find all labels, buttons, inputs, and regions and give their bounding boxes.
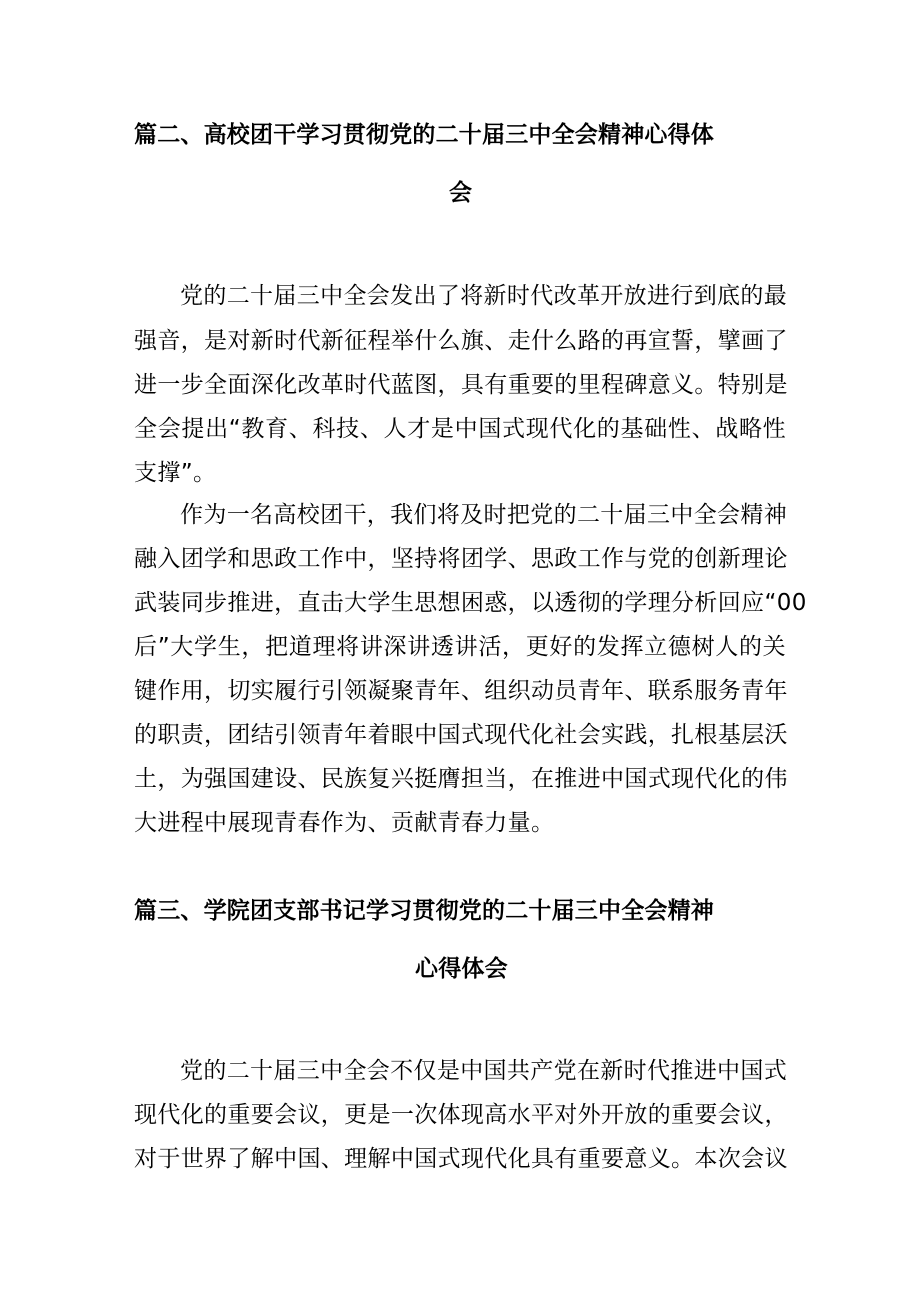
paragraph-line: 后”大学生，把道理将讲深讲透讲活，更好的发挥立德树人的关 xyxy=(134,634,786,660)
section2-title-line1: 篇二、高校团干学习贯彻党的二十届三中全会精神心得体 xyxy=(134,122,714,148)
paragraph-line: 土，为强国建设、民族复兴挺膺担当，在推进中国式现代化的伟 xyxy=(134,766,788,792)
paragraph-line: 现代化的重要会议，更是一次体现高水平对外开放的重要会议， xyxy=(134,1102,788,1128)
paragraph-line: 武装同步推进，直击大学生思想困惑，以透彻的学理分析回应“00 xyxy=(134,590,807,616)
paragraph-line: 强音，是对新时代新征程举什么旗、走什么路的再宣誓，擘画了 xyxy=(134,328,788,354)
section2-title-line2: 会 xyxy=(449,180,473,206)
paragraph-line: 大进程中展现青春作为、贡献青春力量。 xyxy=(134,810,555,836)
paragraph-line: 的职责，团结引领青年着眼中国式现代化社会实践，扎根基层沃 xyxy=(134,722,788,748)
paragraph-line: 融入团学和思政工作中，坚持将团学、思政工作与党的创新理论 xyxy=(134,546,788,572)
paragraph-line: 作为一名高校团干，我们将及时把党的二十届三中全会精神 xyxy=(180,502,788,528)
section3-title-line2: 心得体会 xyxy=(415,956,508,982)
paragraph-line: 党的二十届三中全会不仅是中国共产党在新时代推进中国式 xyxy=(180,1058,788,1084)
paragraph-line: 支撑”。 xyxy=(134,460,217,486)
section3-title-line1: 篇三、学院团支部书记学习贯彻党的二十届三中全会精神 xyxy=(134,898,714,924)
paragraph-line: 对于世界了解中国、理解中国式现代化具有重要意义。本次会议 xyxy=(134,1146,788,1172)
paragraph-line: 全会提出“教育、科技、人才是中国式现代化的基础性、战略性 xyxy=(134,416,786,442)
paragraph-line: 进一步全面深化改革时代蓝图，具有重要的里程碑意义。特别是 xyxy=(134,372,788,398)
paragraph-line: 键作用，切实履行引领凝聚青年、组织动员青年、联系服务青年 xyxy=(134,678,788,704)
paragraph-line: 党的二十届三中全会发出了将新时代改革开放进行到底的最 xyxy=(180,283,788,309)
